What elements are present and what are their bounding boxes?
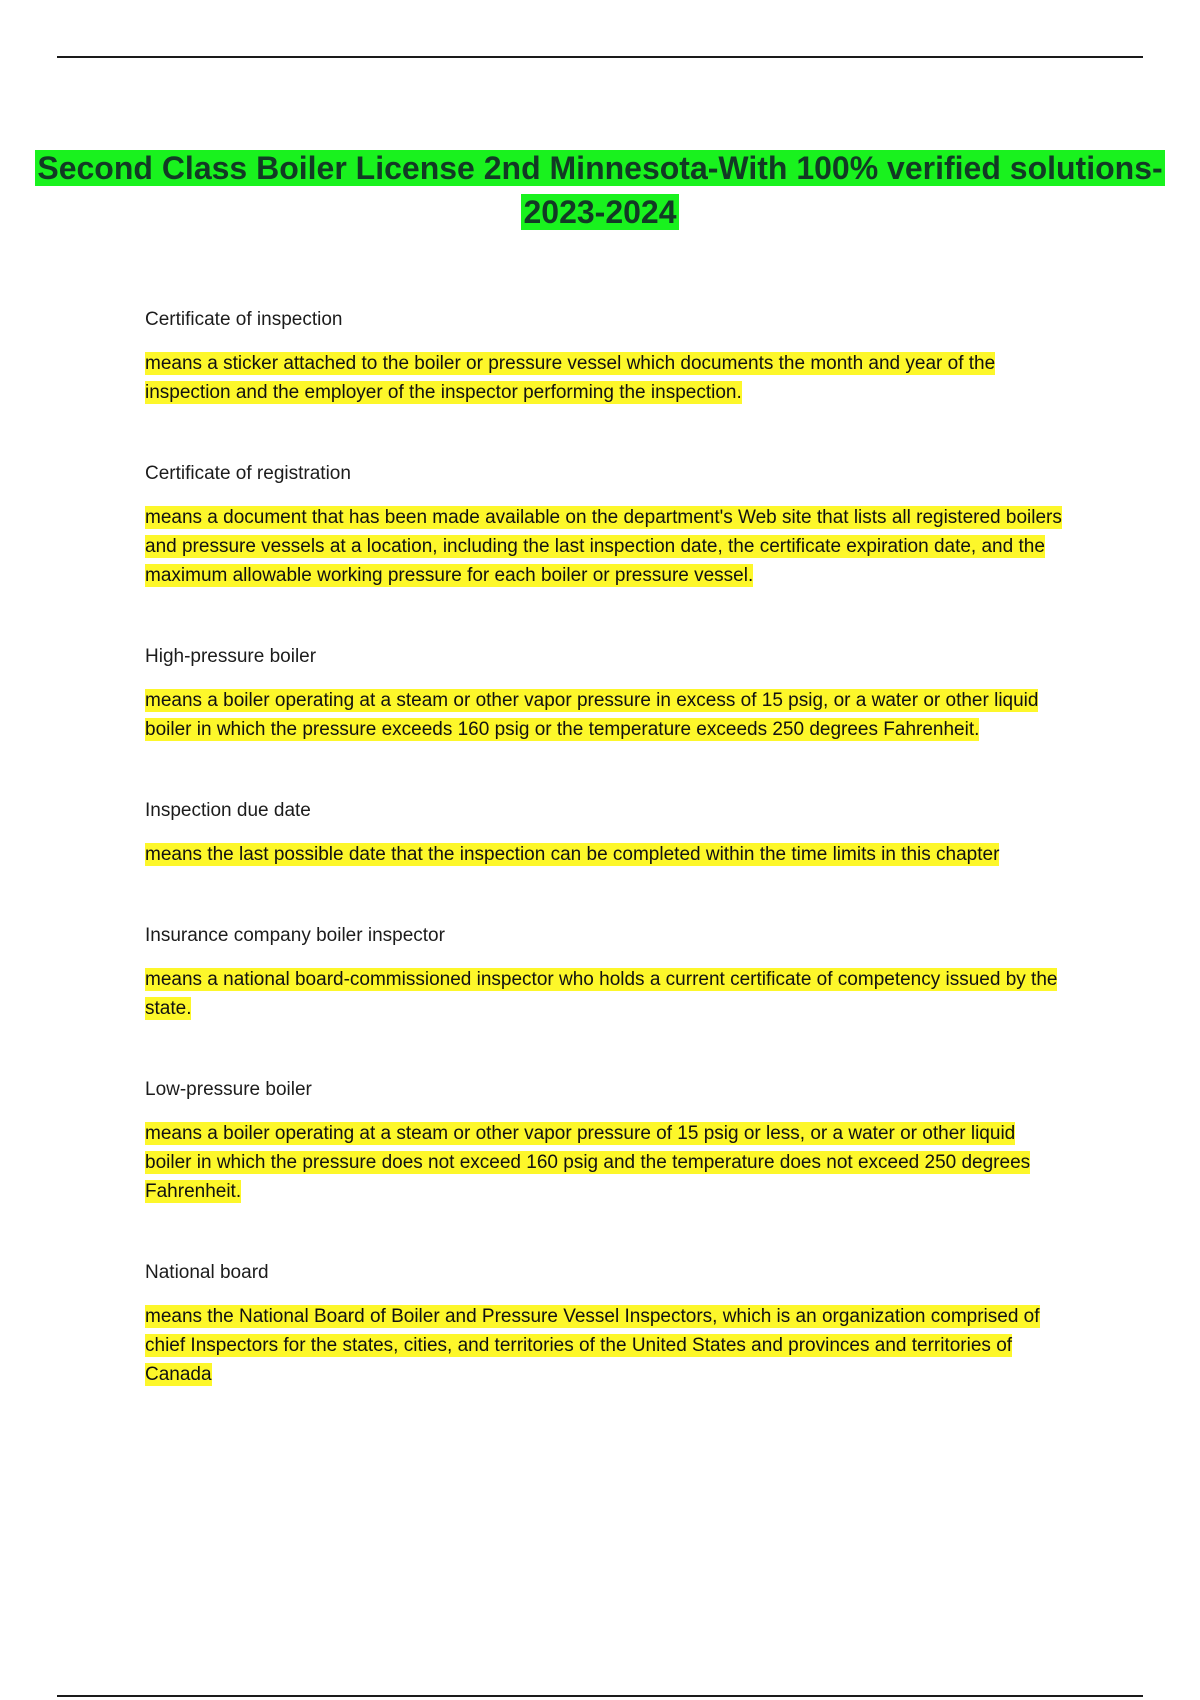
glossary-definition [145,349,1065,407]
glossary-term: National board [145,1262,269,1283]
top-rule [57,56,1143,58]
glossary-entry [145,642,1065,744]
document-title-text: Second Class Boiler License 2nd Minnesota-With 100% verified solutions-2023-2024 [37,150,1163,230]
glossary-term: Certificate of registration [145,463,351,484]
glossary-list [145,305,1065,1389]
glossary-entry [145,459,1065,590]
glossary-entry [145,921,1065,1023]
glossary-definition-text: means the National Board of Boiler and Pressure Vessel Inspectors, which is an organization comprised of chief Inspectors for the states, cities, and territories of the United States and provinces and territories of Canada [145,1306,1040,1385]
glossary-entry [145,1075,1065,1206]
glossary-entry [145,1258,1065,1389]
glossary-definition-text: means a boiler operating at a steam or other vapor pressure in excess of 15 psig, or a water or other liquid boiler in which the pressure exceeds 160 psig or the temperature exceeds 250 degrees Fahrenheit. [145,690,1039,740]
glossary-term: Low-pressure boiler [145,1079,312,1100]
glossary-term: Certificate of inspection [145,309,343,330]
glossary-definition-text: means a boiler operating at a steam or other vapor pressure of 15 psig or less, or a water or other liquid boiler in which the pressure does not exceed 160 psig and the temperature does not exceed 250 degrees Fahrenheit. [145,1123,1031,1202]
glossary-definition-text: means the last possible date that the inspection can be completed within the time limits in this chapter [145,844,1000,865]
glossary-definition [145,1302,1065,1389]
glossary-definition [145,840,1065,869]
document-title [0,146,1200,234]
glossary-definition [145,965,1065,1023]
glossary-definition-text: means a sticker attached to the boiler or pressure vessel which documents the month and year of the inspection and the employer of the inspector performing the inspection. [145,353,996,403]
glossary-term: Inspection due date [145,800,311,821]
glossary-term: Insurance company boiler inspector [145,925,445,946]
glossary-definition-text: means a national board-commissioned inspector who holds a current certificate of competency issued by the state. [145,969,1058,1019]
glossary-definition [145,1119,1065,1206]
glossary-definition-text: means a document that has been made available on the department's Web site that lists all registered boilers and pressure vessels at a location, including the last inspection date, the certificate expiration date, and the maximum allowable working pressure for each boiler or pressure vessel. [145,507,1062,586]
glossary-definition [145,686,1065,744]
glossary-term: High-pressure boiler [145,646,317,667]
bottom-rule [57,1695,1143,1697]
glossary-definition [145,503,1065,590]
glossary-entry [145,796,1065,869]
glossary-entry [145,305,1065,407]
